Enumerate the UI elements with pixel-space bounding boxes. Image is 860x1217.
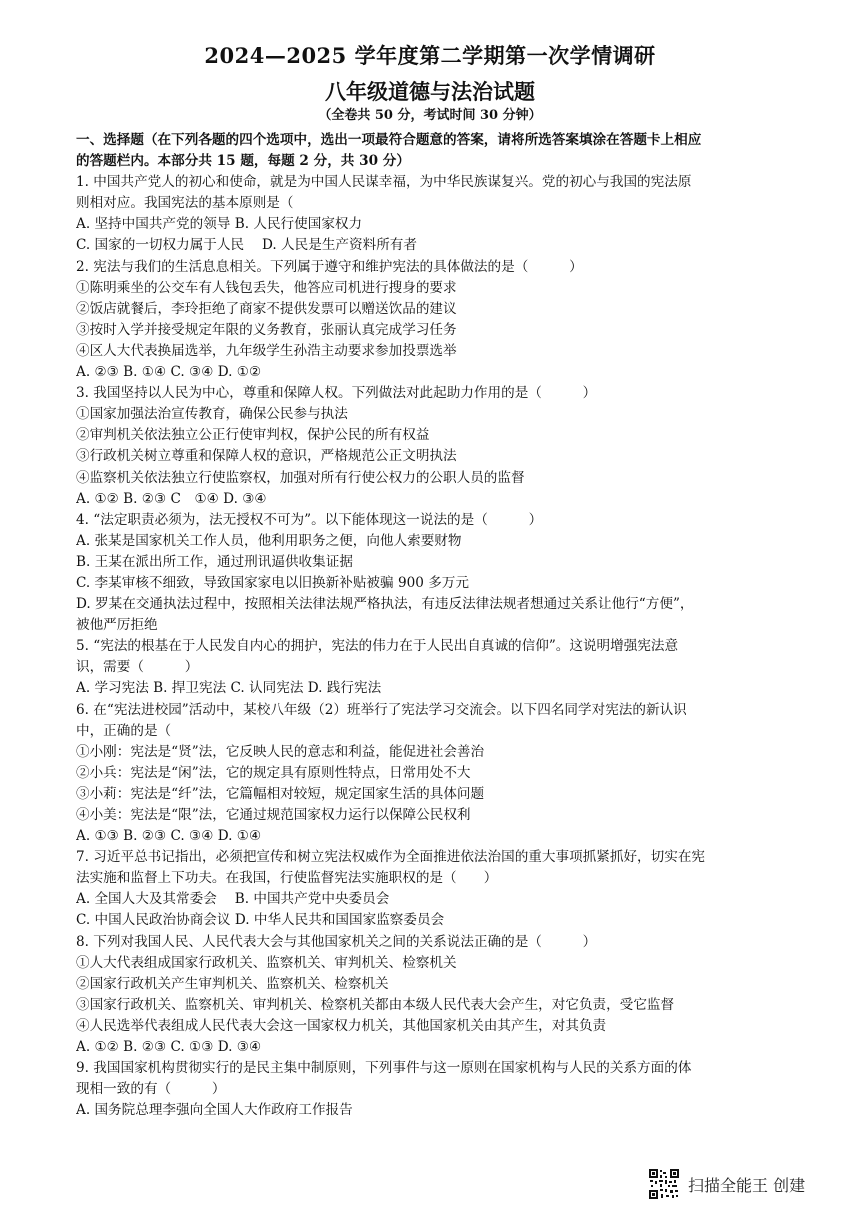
question-line: 识，需要（ ） — [76, 659, 199, 676]
question-line: ①人大代表组成国家行政机关、监察机关、审判机关、检察机关 — [76, 954, 457, 971]
question-line: 7. 习近平总书记指出，必须把宣传和树立宪法权威作为全面推进依法治国的重大事项抓紧抓好，切实在宪 — [76, 849, 706, 866]
question-line: ③小莉：宪法是“纤”法，它篇幅相对较短，规定国家生活的具体问题 — [76, 785, 485, 802]
exam-subtitle: （全卷共 50 分，考试时间 30 分钟） — [318, 108, 542, 123]
question-line: A. ②③ B. ①④ C. ③④ D. ①② — [76, 364, 262, 381]
scanner-app-credit: 扫描全能王 创建 — [688, 1175, 806, 1195]
question-line: 8. 下列对我国人民、人民代表大会与其他国家机关之间的关系说法正确的是（ ） — [76, 933, 597, 950]
scanner-watermark — [648, 1168, 848, 1200]
question-list — [76, 172, 786, 1121]
question-line: B. 王某在派出所工作，通过刑讯逼供收集证据 — [76, 553, 353, 570]
question-line: ③国家行政机关、监察机关、审判机关、检察机关都由本级人民代表大会产生，对它负责，受它监督 — [76, 996, 675, 1013]
question-line: A. 全国人大及其常委会 B. 中国共产党中央委员会 — [76, 891, 390, 908]
section-heading-cont: 的答题栏内。本部分共 15 题，每题 2 分，共 30 分） — [76, 153, 410, 170]
question-line: ②小兵：宪法是“闲”法，它的规定具有原则性特点，日常用处不大 — [76, 764, 471, 781]
question-line: 则相对应。我国宪法的基本原则是（ — [76, 195, 294, 212]
question-line: 4. “法定职责必须为，法无授权不可为”。以下能体现这一说法的是（ ） — [76, 511, 543, 528]
question-line: 法实施和监督上下功夫。在我国，行使监督宪法实施职权的是（ ） — [76, 870, 498, 887]
question-line: A. 张某是国家机关工作人员，他利用职务之便，向他人索要财物 — [76, 532, 462, 549]
question-line: A. 坚持中国共产党的领导 B. 人民行使国家权力 — [76, 216, 363, 233]
exam-title-subject: 八年级道德与法治试题 — [325, 79, 535, 104]
question-line: ④人民选举代表组成人民代表大会这一国家权力机关，其他国家机关由其产生，对其负责 — [76, 1017, 607, 1034]
question-line: 9. 我国国家机构贯彻实行的是民主集中制原则，下列事件与这一原则在国家机构与人民的关系方面的体 — [76, 1060, 692, 1077]
exam-title-term: 2024—2025 学年度第二学期第一次学情调研 — [204, 43, 656, 68]
section-heading: 一、选择题（在下列各题的四个选项中，选出一项最符合题意的答案，请将所选答案填涂在答题卡上相应 — [76, 132, 702, 148]
question-line: ①小刚：宪法是“贤”法，它反映人民的意志和利益，能促进社会善治 — [76, 743, 485, 760]
question-line: ④小美：宪法是“限”法，它通过规范国家权力运行以保障公民权利 — [76, 807, 471, 823]
question-line: ④区人大代表换届选举，九年级学生孙浩主动要求参加投票选举 — [76, 342, 457, 359]
question-line: 被他严厉拒绝 — [76, 617, 158, 634]
question-line: ②审判机关依法独立公正行使审判权，保护公民的所有权益 — [76, 427, 430, 444]
question-line: A. ①③ B. ②③ C. ③④ D. ①④ — [76, 828, 262, 845]
question-line: A. 国务院总理李强向全国人大作政府工作报告 — [76, 1102, 353, 1119]
qr-code-icon — [648, 1168, 680, 1200]
question-line: ②饭店就餐后，李玲拒绝了商家不提供发票可以赠送饮品的建议 — [76, 300, 457, 317]
question-line: 现相一致的有（ ） — [76, 1081, 226, 1098]
question-line: ①陈明乘坐的公交车有人钱包丢失，他答应司机进行搜身的要求 — [76, 279, 457, 296]
question-line: 中，正确的是（ — [76, 722, 172, 739]
question-line: 3. 我国坚持以人民为中心，尊重和保障人权。下列做法对此起助力作用的是（ ） — [76, 385, 597, 402]
question-line: C. 国家的一切权力属于人民 D. 人民是生产资料所有者 — [76, 237, 417, 254]
question-line: C. 中国人民政治协商会议 D. 中华人民共和国国家监察委员会 — [76, 912, 445, 929]
exam-body — [76, 130, 786, 1121]
question-line: ③行政机关树立尊重和保障人权的意识，严格规范公正文明执法 — [76, 448, 457, 465]
question-line: A. ①② B. ②③ C. ①③ D. ③④ — [76, 1039, 262, 1056]
question-line: C. 李某审核不细致，导致国家家电以旧换新补贴被骗 900 多万元 — [76, 574, 469, 591]
question-line: ②国家行政机关产生审判机关、监察机关、检察机关 — [76, 975, 389, 992]
question-line: 5. “宪法的根基在于人民发自内心的拥护，宪法的伟力在于人民出自真诚的信仰”。这说明增强宪法意 — [76, 638, 679, 655]
question-line: A. 学习宪法 B. 捍卫宪法 C. 认同宪法 D. 践行宪法 — [76, 680, 382, 697]
question-line: 2. 宪法与我们的生活息息相关。下列属于遵守和维护宪法的具体做法的是（ ） — [76, 258, 583, 275]
question-line: ④监察机关依法独立行使监察权，加强对所有行使公权力的公职人员的监督 — [76, 469, 525, 486]
question-line: ①国家加强法治宣传教育，确保公民参与执法 — [76, 406, 348, 423]
question-line: 6. 在“宪法进校园”活动中，某校八年级（2）班举行了宪法学习交流会。以下四名同学对宪法的新认识 — [76, 701, 687, 718]
question-line: D. 罗某在交通执法过程中，按照相关法律法规严格执法，有违反法律法规者想通过关系让他行“方便”， — [76, 596, 694, 613]
question-line: A. ①② B. ②③ C ①④ D. ③④ — [76, 490, 267, 507]
question-line: ③按时入学并接受规定年限的义务教育，张丽认真完成学习任务 — [76, 321, 457, 338]
question-line: 1. 中国共产党人的初心和使命，就是为中国人民谋幸福，为中华民族谋复兴。党的初心与我国的宪法原 — [76, 174, 692, 191]
